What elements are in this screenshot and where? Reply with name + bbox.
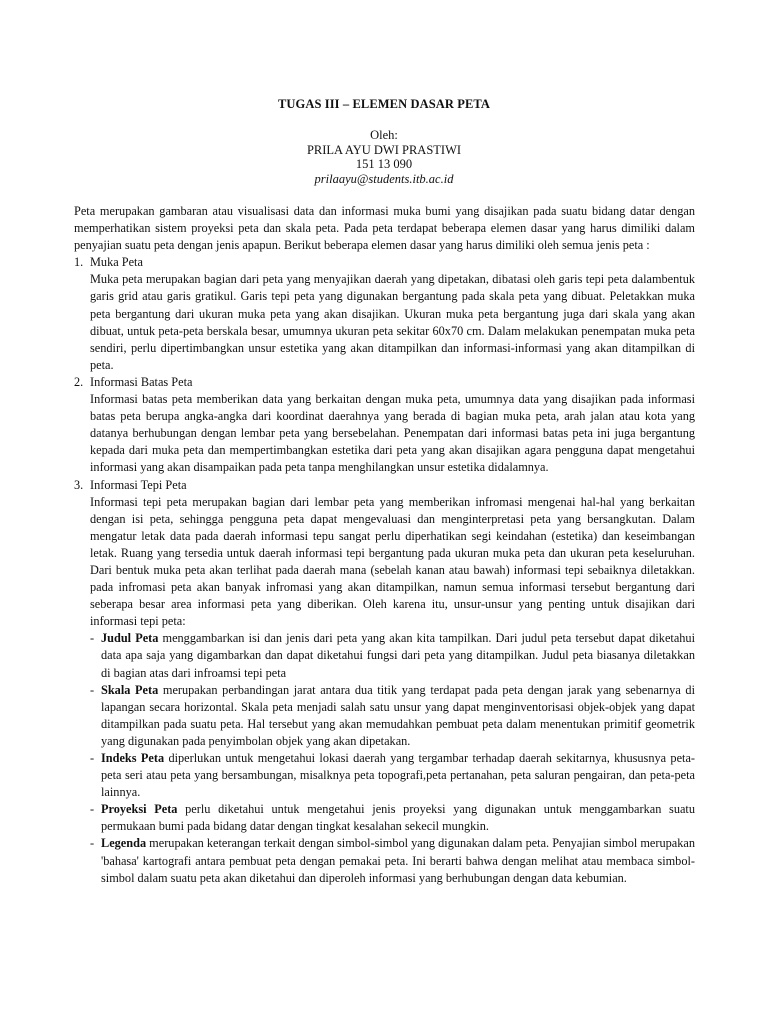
section-text: Muka peta merupakan bagian dari peta yang menyajikan daerah yang dipetakan, dibatasi oleh garis tepi peta dalambentuk garis grid atau garis gratikul. Garis tepi peta yang digunakan bergantung pada skala peta yang dibuat. Peletakkan muka peta bergantung dari ukuran muka peta yang akan disajikan. Ukuran muka peta bergantung juga dari skala yang akan dibuat, untuk peta-peta berskala besar, umumnya ukuran peta sekitar 60x70 cm. Dalam melakukan penempatan muka peta sendiri, perlu dipertimbangkan unsur estetika yang akan ditampilkan dan informasi-informasi yang akan ditampilkan di peta. (90, 272, 695, 372)
sub-list-item (90, 801, 695, 835)
dash-bullet: - (90, 751, 95, 765)
element-list (74, 254, 695, 886)
byline-label: Oleh: (370, 128, 398, 142)
intro-paragraph: Peta merupakan gambaran atau visualisasi data dan informasi muka bumi yang disajikan pada suatu bidang datar dengan memperhatikan sistem proyeksi peta dan skala peta. Pada peta terdapat beberapa elemen dasar yang harus dimiliki dalam penyajian suatu peta dengan jenis apapun. Berikut beberapa elemen dasar yang harus dimiliki oleh semua jenis peta : (74, 204, 695, 253)
student-id: 151 13 090 (355, 157, 413, 171)
sub-element-list (90, 630, 695, 886)
document-body (74, 203, 695, 887)
term-label: Legenda (101, 836, 147, 851)
term-description: merupakan perbandingan jarat antara dua titik yang terdapat pada peta dengan jarak yang sebenarnya di lapangan secara horizontal. Skala peta menjadi salah satu unsur yang dapat menginventorisasi objek-objek yang dapat ditampilkan pada suatu peta. Hal tersebut yang akan memudahkan pembuat peta dalam menentukan primitif geometrik yang digunakan pada penyimbolan objek yang akan dipetakan. (101, 682, 695, 748)
section-heading: Muka Peta (90, 255, 143, 270)
sub-list-item (90, 835, 695, 886)
list-number: 2. (74, 374, 84, 389)
section-text: Informasi tepi peta merupakan bagian dari lembar peta yang memberikan infromasi mengenai hal-hal yang berkaitan dengan isi peta, sehingga pengguna peta dapat mengevaluasi dan menginterpretasi peta yang bersangkutan. Dalam mengatur letak data pada daerah informasi tepu sangat perlu diperhatikan segi keindahan (estetika) dan keseimbangan letak. Ruang yang tersedia untuk daerah informasi tepi bergantung pada ukuran muka peta dan ukuran peta keseluruhan. Dari bentuk muka peta akan terlihat pada daerah mana (sebelah kanan atau bawah) informasi tepi sebaiknya diletakkan. pada infromasi peta akan banyak infromasi yang akan ditampilkan, namun semua informasi tersebut bergantung dari seberapa besar area informasi peta yang diberikan. Oleh karena itu, unsur-unsur yang penting untuk disajikan dari informasi tepi peta: (90, 494, 695, 629)
term-description: merupakan keterangan terkait dengan simbol-simbol yang digunakan dalam peta. Penyajian simbol merupakan 'bahasa' kartografi antara pembuat peta dengan pemakai peta. Ini berarti bahwa dengan melihat atau membaca simbol-simbol dalam suatu peta akan diketahui dan diperoleh informasi yang berhubungan dengan data kebumian. (101, 836, 695, 885)
author-name: PRILA AYU DWI PRASTIWI (306, 142, 462, 157)
list-item (74, 254, 695, 374)
term-description: menggambarkan isi dan jenis dari peta yang akan kita tampilkan. Dari judul peta tersebut dapat diketahui data apa saja yang digambarkan dan dapat diketahui fungsi dari peta yang ditampilkan. Judul peta biasanya diletakkan di bagian atas dari infroamsi tepi peta (101, 631, 695, 680)
term-description: perlu diketahui untuk mengetahui jenis proyeksi yang digunakan untuk menggambarkan suatu permukaan bumi pada bidang datar dengan tingkat kesalahan sekecil mungkin. (101, 802, 695, 834)
byline (0, 128, 768, 186)
section-heading: Informasi Batas Peta (90, 374, 193, 389)
sub-list-item (90, 682, 695, 750)
author-email: prilaayu@students.itb.ac.id (314, 171, 454, 186)
sub-list-item (90, 750, 695, 801)
term-description: diperlukan untuk mengetahui lokasi daerah yang tergambar terhadap daerah sekitarnya, khususnya peta-peta seri atau peta yang bersambungan, misalknya peta topografi,peta pertanahan, peta saluran pengairan, dan peta-peta lainnya. (101, 751, 695, 800)
list-item (74, 374, 695, 477)
term-label: Skala Peta (101, 682, 159, 697)
document-title: TUGAS III – ELEMEN DASAR PETA (277, 97, 491, 111)
term-label: Proyeksi Peta (101, 802, 178, 817)
dash-bullet: - (90, 682, 95, 697)
term-label: Judul Peta (101, 631, 159, 646)
section-text: Informasi batas peta memberikan data yang berkaitan dengan muka peta, umumnya data yang disajikan pada informasi batas peta berupa angka-angka dari koordinat daerahnya yang berada di bagian muka peta, arah jalan atau kota yang datanya berhubungan dengan lembar peta yang bersebelahan. Penempatan dari informasi batas peta ini juga bergantung kepada dari muka peta dan mempertimbangkan estetika dari peta yang akan disajikan agara pengguna dapat mengetahui informasi yang akan disampaikan pada peta tanpa menghilangkan unsur estetika didalamnya. (90, 392, 695, 475)
section-heading: Informasi Tepi Peta (90, 477, 187, 492)
dash-bullet: - (90, 802, 95, 817)
list-number: 1. (74, 255, 84, 270)
sub-list-item (90, 630, 695, 681)
list-item (74, 477, 695, 887)
term-label: Indeks Peta (101, 751, 165, 765)
dash-bullet: - (90, 836, 95, 851)
list-number: 3. (74, 477, 84, 492)
dash-bullet: - (90, 631, 95, 646)
